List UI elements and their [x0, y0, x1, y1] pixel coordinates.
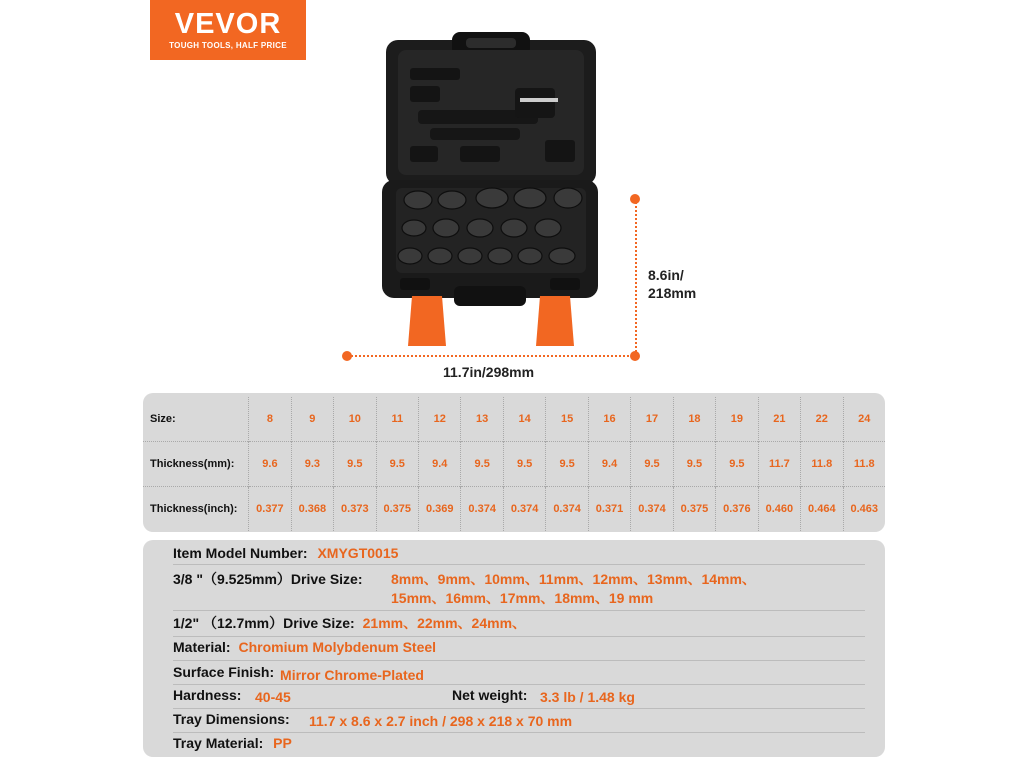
spec-hardness-weight: [173, 686, 865, 709]
thickness-inch-cell: 0.375: [673, 487, 715, 532]
thickness-inch-cell: 0.463: [843, 487, 885, 532]
spec-weight-label: Net weight:: [452, 687, 528, 703]
size-cell: 9: [291, 397, 333, 442]
spec-tray-dim-label: Tray Dimensions:: [173, 711, 290, 727]
thickness-mm-cell: 9.5: [631, 442, 673, 487]
thickness-inch-cell: 0.376: [716, 487, 758, 532]
spec-drive38: [173, 568, 865, 611]
thickness-inch-cell: 0.369: [419, 487, 461, 532]
width-dimension-line: [348, 355, 636, 357]
spec-model: [173, 544, 865, 565]
spec-model-value: XMYGT0015: [317, 545, 399, 561]
thickness-inch-cell: 0.368: [291, 487, 333, 532]
size-cell: 12: [419, 397, 461, 442]
size-cell: 10: [334, 397, 376, 442]
thickness-mm-cell: 9.5: [673, 442, 715, 487]
thickness-mm-cell: 9.5: [503, 442, 545, 487]
thickness-inch-cell: 0.377: [249, 487, 291, 532]
thickness-inch-cell: 0.374: [631, 487, 673, 532]
size-cell: 18: [673, 397, 715, 442]
spec-tray-mat-label: Tray Material:: [173, 735, 264, 751]
thickness-mm-cell: 9.5: [716, 442, 758, 487]
thickness-mm-cell: 9.5: [461, 442, 503, 487]
size-table-grid: [143, 397, 885, 531]
thickness-inch-cell: 0.373: [334, 487, 376, 532]
size-cell: 17: [631, 397, 673, 442]
size-table: [143, 393, 885, 532]
size-cell: 14: [503, 397, 545, 442]
size-cell: 15: [546, 397, 588, 442]
thickness-mm-cell: 9.5: [376, 442, 418, 487]
height-dimension-line: [635, 199, 637, 356]
spec-finish-value: Mirror Chrome-Plated: [280, 667, 424, 683]
size-cell: 13: [461, 397, 503, 442]
spec-tray-dimensions: [173, 710, 865, 733]
spec-model-label: Item Model Number:: [173, 545, 308, 561]
thickness-mm-cell: 11.7: [758, 442, 800, 487]
spec-tray-mat-value: PP: [273, 735, 292, 751]
spec-drive12-value: 21mm、22mm、24mm、: [362, 615, 527, 631]
logo-brand: VEVOR: [174, 8, 282, 40]
thickness-mm-cell: 9.4: [419, 442, 461, 487]
thickness-mm-cell: 9.4: [588, 442, 630, 487]
spec-drive12-label: 1/2" （12.7mm）Drive Size:: [173, 615, 355, 631]
width-dimension-label: 11.7in/298mm: [443, 364, 535, 380]
spec-material-value: Chromium Molybdenum Steel: [238, 639, 437, 655]
thickness-mm-row: [143, 442, 885, 487]
width-dim-dot-left: [342, 351, 352, 361]
size-cell: 19: [716, 397, 758, 442]
spec-hardness-label: Hardness:: [173, 687, 242, 703]
spec-drive38-value-line2: 15mm、16mm、17mm、18mm、19 mm: [391, 590, 654, 606]
spec-drive38-value-line1: 8mm、9mm、10mm、11mm、12mm、13mm、14mm、: [391, 571, 756, 587]
thickness-inch-row: [143, 487, 885, 532]
spec-material-label: Material:: [173, 639, 231, 655]
size-row-label: Size:: [143, 397, 249, 442]
thickness-mm-cell: 11.8: [801, 442, 843, 487]
specs-panel: [143, 540, 885, 757]
size-cell: 11: [376, 397, 418, 442]
spec-tray-material: [173, 734, 865, 754]
spec-drive12: [173, 614, 865, 637]
height-dimension-label: [648, 266, 696, 302]
thickness-inch-cell: 0.374: [503, 487, 545, 532]
thickness-inch-row-label: Thickness(inch):: [143, 487, 249, 532]
thickness-inch-cell: 0.374: [546, 487, 588, 532]
spec-finish: [173, 663, 865, 685]
thickness-mm-cell: 9.5: [546, 442, 588, 487]
spec-weight-value: 3.3 lb / 1.48 kg: [540, 689, 635, 705]
vevor-logo: [150, 0, 306, 60]
spec-drive38-label: 3/8 "（9.525mm）Drive Size:: [173, 571, 363, 587]
product-image-case: [370, 28, 610, 348]
size-row: [143, 397, 885, 442]
height-label-line2: 218mm: [648, 285, 697, 301]
thickness-mm-cell: 9.6: [249, 442, 291, 487]
size-cell: 24: [858, 413, 871, 425]
thickness-inch-cell: 0.464: [801, 487, 843, 532]
size-cell: 22: [801, 397, 843, 442]
thickness-mm-cell: 9.3: [291, 442, 333, 487]
tool-case-illustration: [370, 28, 610, 348]
height-dim-dot-top: [630, 194, 640, 204]
logo-tagline: TOUGH TOOLS, HALF PRICE: [169, 41, 287, 50]
thickness-mm-cell: 9.5: [334, 442, 376, 487]
size-cell: 16: [588, 397, 630, 442]
spec-tray-dim-value: 11.7 x 8.6 x 2.7 inch / 298 x 218 x 70 mm: [309, 713, 573, 729]
thickness-inch-cell: 0.375: [376, 487, 418, 532]
spec-finish-label: Surface Finish:: [173, 664, 275, 680]
thickness-mm-cell: 11.8: [843, 442, 885, 487]
size-cell: 21: [758, 397, 800, 442]
thickness-inch-cell: 0.460: [758, 487, 800, 532]
thickness-inch-cell: 0.371: [588, 487, 630, 532]
thickness-inch-cell: 0.374: [461, 487, 503, 532]
spec-hardness-value: 40-45: [255, 689, 291, 705]
thickness-mm-row-label: Thickness(mm):: [143, 442, 249, 487]
spec-material: [173, 638, 865, 661]
height-label-line1: 8.6in/: [648, 267, 684, 283]
size-cell: 8: [249, 397, 291, 442]
